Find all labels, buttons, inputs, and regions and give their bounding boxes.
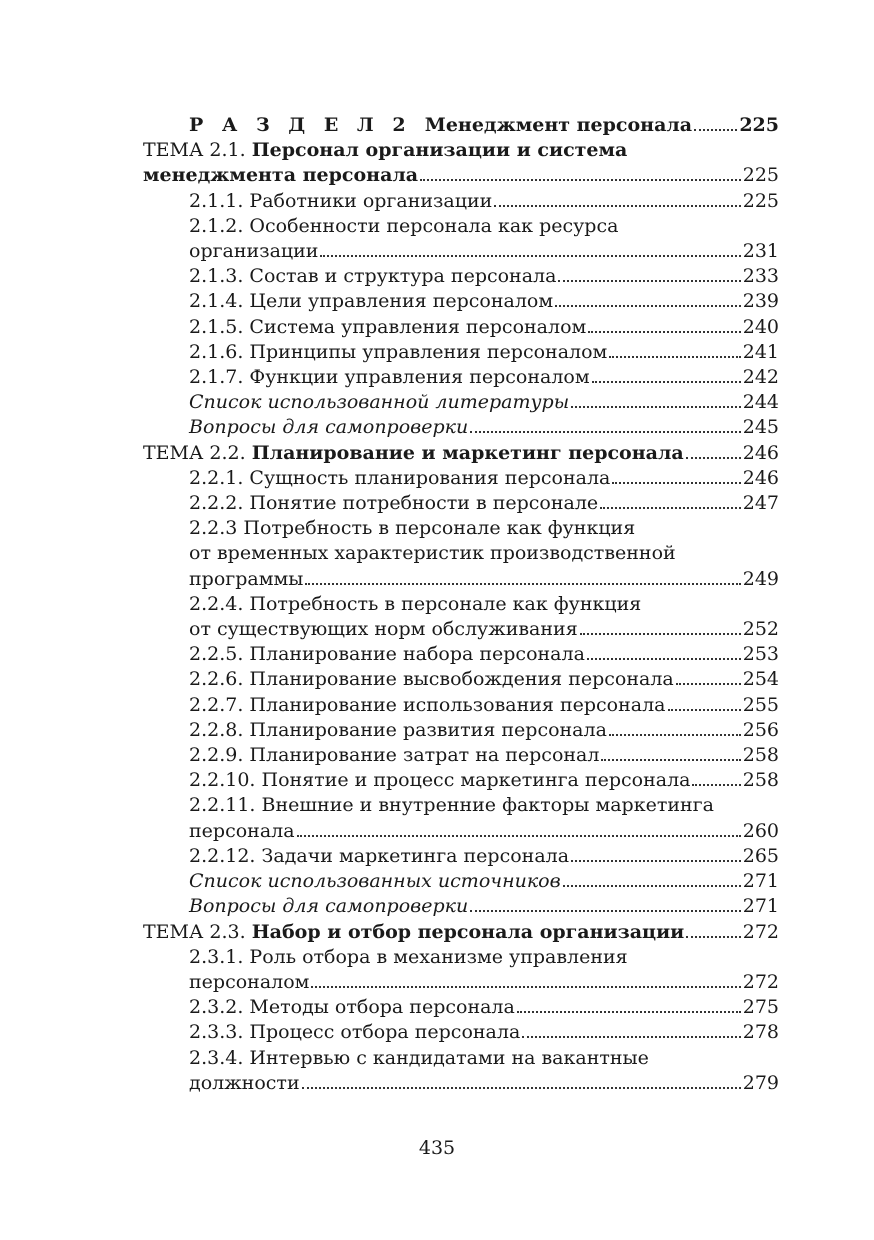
theme-prefix: ТЕМА 2.3. bbox=[143, 920, 246, 943]
leader-dots bbox=[302, 1087, 741, 1089]
entry-page: 278 bbox=[742, 1021, 779, 1044]
toc-entry-cont bbox=[143, 1071, 779, 1096]
theme-heading-2-2 bbox=[143, 441, 779, 466]
table-of-contents bbox=[143, 113, 779, 1096]
entry-title-cont: от существующих норм обслуживания bbox=[189, 618, 578, 641]
theme-title-cont: менеджмента персонала bbox=[143, 164, 419, 187]
leader-dots bbox=[686, 457, 741, 459]
toc-entry bbox=[143, 491, 779, 516]
leader-dots bbox=[305, 583, 740, 585]
toc-entry bbox=[143, 365, 779, 390]
theme-heading-2-3 bbox=[143, 920, 779, 945]
entry-page: 244 bbox=[742, 391, 779, 414]
leader-dots bbox=[555, 305, 741, 307]
theme-title: Набор и отбор персонала организации bbox=[251, 920, 685, 943]
leader-dots bbox=[320, 255, 740, 257]
entry-title-cont: должности bbox=[189, 1071, 300, 1094]
entry-page: 271 bbox=[742, 870, 779, 893]
entry-page: 272 bbox=[742, 970, 779, 993]
toc-entry bbox=[143, 844, 779, 869]
entry-title: Список использованных источников bbox=[189, 870, 561, 893]
entry-title: 2.2.11. Внешние и внутренние факторы маркетинга bbox=[189, 794, 714, 817]
toc-entry bbox=[143, 1046, 779, 1071]
part-page: 225 bbox=[739, 114, 779, 136]
theme-prefix: ТЕМА 2.2. bbox=[143, 441, 246, 464]
entry-page: 239 bbox=[742, 290, 779, 313]
entry-title: 2.1.4. Цели управления персоналом bbox=[189, 290, 554, 313]
toc-entry-references bbox=[143, 869, 779, 894]
entry-page: 255 bbox=[742, 693, 779, 716]
entry-page: 247 bbox=[742, 492, 779, 515]
entry-page: 246 bbox=[742, 441, 779, 464]
toc-entry bbox=[143, 743, 779, 768]
entry-title: 2.2.1. Сущность планирования персонала bbox=[189, 466, 611, 489]
entry-page: 252 bbox=[742, 618, 779, 641]
theme-heading-2-1 bbox=[143, 138, 779, 163]
leader-dots bbox=[587, 658, 741, 660]
toc-entry-cont bbox=[143, 819, 779, 844]
entry-page: 258 bbox=[742, 769, 779, 792]
toc-entry bbox=[143, 995, 779, 1020]
entry-title: 2.3.2. Методы отбора персонала bbox=[189, 996, 515, 1019]
entry-title: 2.1.7. Функции управления персоналом bbox=[189, 366, 590, 389]
entry-page: 231 bbox=[742, 240, 779, 263]
entry-title: 2.2.4. Потребность в персонале как функция bbox=[189, 592, 642, 615]
toc-entry bbox=[143, 642, 779, 667]
entry-title: 2.2.9. Планирование затрат на персонал bbox=[189, 744, 600, 767]
entry-page: 272 bbox=[742, 920, 779, 943]
leader-dots bbox=[692, 784, 740, 786]
leader-dots bbox=[676, 683, 741, 685]
entry-title: 2.2.8. Планирование развития персонала bbox=[189, 718, 607, 741]
entry-page: 260 bbox=[742, 819, 779, 842]
leader-dots bbox=[470, 431, 741, 433]
entry-title: 2.2.2. Понятие потребности в персонале bbox=[189, 492, 599, 515]
toc-entry-cont bbox=[143, 567, 779, 592]
entry-title: 2.1.1. Работники организации bbox=[189, 189, 493, 212]
entry-title: 2.1.6. Принципы управления персоналом bbox=[189, 340, 608, 363]
toc-entry bbox=[143, 1020, 779, 1045]
entry-title-cont: организации bbox=[189, 240, 319, 263]
leader-dots bbox=[580, 633, 741, 635]
entry-title-cont: персонала bbox=[189, 819, 295, 842]
part-heading bbox=[143, 113, 779, 138]
page-number: 435 bbox=[418, 1137, 456, 1159]
leader-dots bbox=[517, 1011, 741, 1013]
theme-title: Персонал организации и система bbox=[251, 139, 628, 162]
entry-title: 2.2.12. Задачи маркетинга персонала bbox=[189, 844, 570, 867]
entry-page: 254 bbox=[742, 668, 779, 691]
leader-dots bbox=[668, 709, 741, 711]
entry-page: 279 bbox=[742, 1071, 779, 1094]
leader-dots bbox=[609, 356, 740, 358]
entry-title: 2.2.5. Планирование набора персонала bbox=[189, 643, 585, 666]
toc-entry bbox=[143, 592, 779, 617]
entry-page: 225 bbox=[742, 189, 779, 212]
toc-entry bbox=[143, 718, 779, 743]
entry-title-cont: персоналом bbox=[189, 970, 310, 993]
entry-title: 2.2.3 Потребность в персонале как функция bbox=[189, 517, 636, 540]
toc-entry bbox=[143, 667, 779, 692]
entry-page: 265 bbox=[742, 844, 779, 867]
entry-page: 246 bbox=[742, 466, 779, 489]
toc-entry bbox=[143, 793, 779, 818]
leader-dots bbox=[694, 129, 737, 131]
toc-entry bbox=[143, 214, 779, 239]
toc-entry bbox=[143, 945, 779, 970]
entry-title: 2.3.3. Процесс отбора персонала bbox=[189, 1021, 521, 1044]
toc-entry-cont bbox=[143, 970, 779, 995]
entry-title: 2.2.6. Планирование высвобождения персонала bbox=[189, 668, 674, 691]
theme-heading-2-1-cont bbox=[143, 163, 779, 188]
leader-dots bbox=[601, 759, 740, 761]
entry-page: 241 bbox=[742, 340, 779, 363]
leader-dots bbox=[297, 835, 741, 837]
toc-entry bbox=[143, 516, 779, 541]
toc-entry bbox=[143, 466, 779, 491]
entry-page: 240 bbox=[742, 315, 779, 338]
entry-page: 258 bbox=[742, 744, 779, 767]
toc-entry bbox=[143, 315, 779, 340]
leader-dots bbox=[571, 860, 741, 862]
toc-entry bbox=[143, 264, 779, 289]
leader-dots bbox=[600, 507, 741, 509]
leader-dots bbox=[522, 1036, 740, 1038]
leader-dots bbox=[311, 986, 740, 988]
leader-dots bbox=[588, 331, 740, 333]
entry-title: 2.1.2. Особенности персонала как ресурса bbox=[189, 214, 619, 237]
entry-title: 2.1.3. Состав и структура персонала bbox=[189, 265, 557, 288]
toc-entry-cont bbox=[143, 541, 779, 566]
leader-dots bbox=[558, 280, 740, 282]
toc-entry bbox=[143, 768, 779, 793]
entry-title: Список использованной литературы bbox=[189, 391, 570, 414]
toc-entry bbox=[143, 693, 779, 718]
toc-entry bbox=[143, 340, 779, 365]
leader-dots bbox=[686, 936, 740, 938]
entry-title-cont: от временных характеристик производственной bbox=[189, 542, 676, 565]
toc-entry-questions bbox=[143, 415, 779, 440]
leader-dots bbox=[571, 406, 741, 408]
entry-title: 2.2.7. Планирование использования персонала bbox=[189, 693, 666, 716]
entry-title-cont: программы bbox=[189, 567, 304, 590]
leader-dots bbox=[470, 910, 741, 912]
toc-entry bbox=[143, 289, 779, 314]
entry-page: 245 bbox=[742, 416, 779, 439]
toc-entry-references bbox=[143, 390, 779, 415]
leader-dots bbox=[612, 482, 740, 484]
theme-title: Планирование и маркетинг персонала bbox=[251, 441, 684, 464]
entry-page: 253 bbox=[742, 643, 779, 666]
leader-dots bbox=[563, 885, 741, 887]
toc-entry-questions bbox=[143, 894, 779, 919]
entry-title: 2.3.4. Интервью с кандидатами на вакантные bbox=[189, 1046, 649, 1069]
entry-page: 225 bbox=[742, 164, 779, 187]
leader-dots bbox=[494, 205, 740, 207]
toc-entry bbox=[143, 189, 779, 214]
part-label: Р А З Д Е Л 2 bbox=[189, 114, 412, 136]
leader-dots bbox=[609, 734, 741, 736]
part-title: Менеджмент персонала bbox=[424, 114, 693, 136]
entry-title: 2.1.5. Система управления персоналом bbox=[189, 315, 587, 338]
entry-page: 256 bbox=[742, 718, 779, 741]
leader-dots bbox=[592, 381, 741, 383]
entry-page: 249 bbox=[742, 567, 779, 590]
entry-page: 271 bbox=[742, 895, 779, 918]
entry-page: 275 bbox=[742, 996, 779, 1019]
entry-title: 2.3.1. Роль отбора в механизме управления bbox=[189, 945, 628, 968]
entry-title: Вопросы для самопроверки bbox=[189, 895, 469, 918]
toc-entry-cont bbox=[143, 239, 779, 264]
toc-entry-cont bbox=[143, 617, 779, 642]
entry-page: 242 bbox=[742, 366, 779, 389]
entry-page: 233 bbox=[742, 265, 779, 288]
leader-dots bbox=[420, 179, 741, 181]
entry-title: Вопросы для самопроверки bbox=[189, 416, 469, 439]
theme-prefix: ТЕМА 2.1. bbox=[143, 139, 246, 162]
entry-title: 2.2.10. Понятие и процесс маркетинга персонала bbox=[189, 769, 691, 792]
